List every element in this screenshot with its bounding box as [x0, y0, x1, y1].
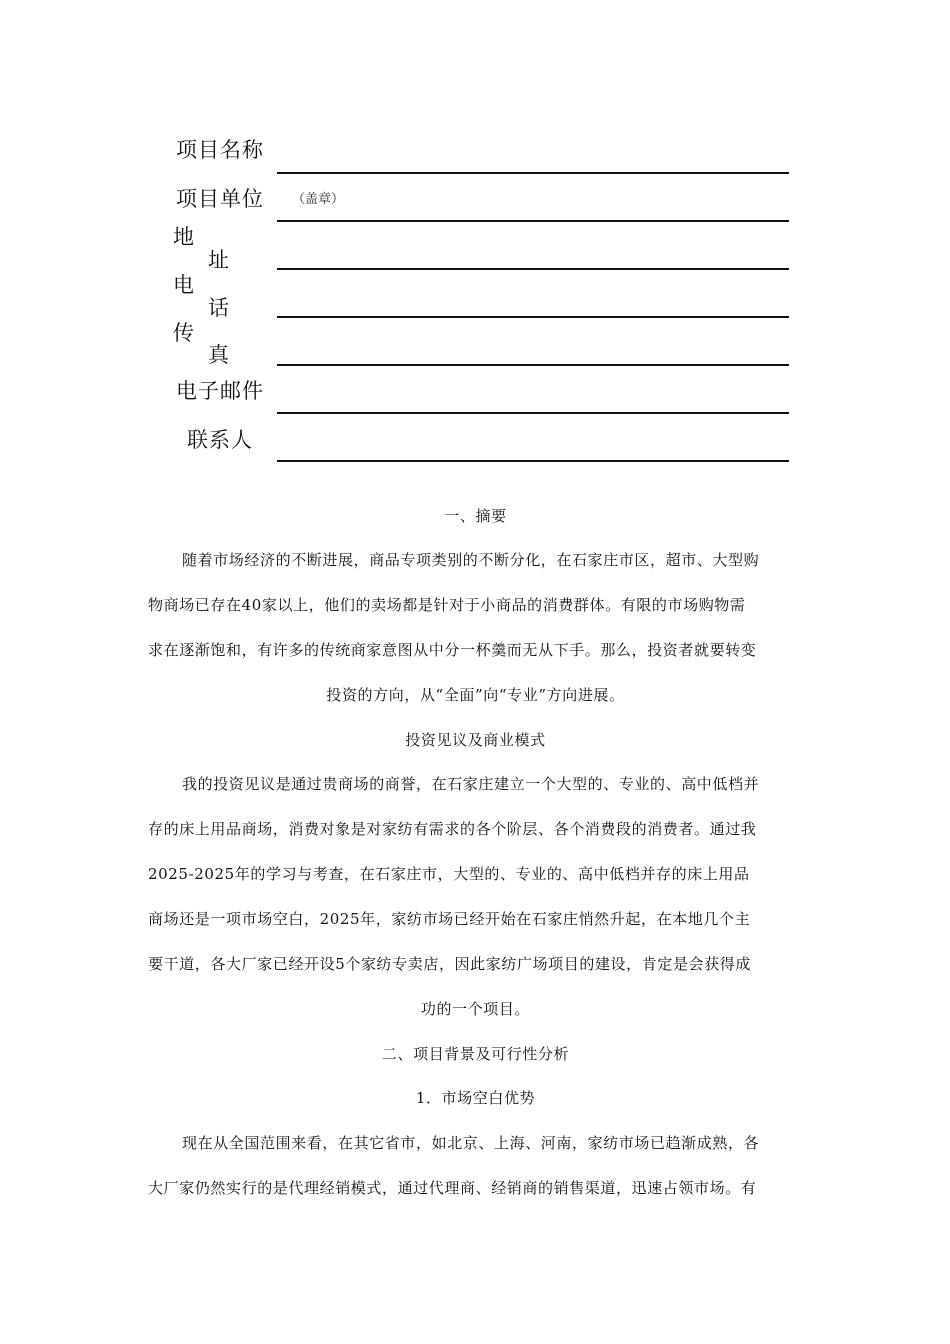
contact-label: 联系人	[187, 428, 253, 452]
paragraph-line: 求在逐渐饱和，有许多的传统商家意图从中分一杯羹而无从下手。那么，投资者就要转变	[148, 641, 757, 659]
section1-heading: 一、摘要	[444, 507, 507, 525]
phone-label-2: 话	[208, 296, 230, 320]
phone-rule[interactable]	[277, 316, 789, 318]
project-unit-rule[interactable]	[277, 220, 789, 222]
invest-heading: 投资见议及商业模式	[405, 731, 546, 749]
fax-label-1: 传	[173, 321, 195, 345]
paragraph-line: 存的床上用品商场，消费对象是对家纺有需求的各个阶层、各个消费段的消费者。通过我	[148, 820, 757, 838]
email-label: 电子邮件	[176, 379, 264, 403]
phone-label-1: 电	[173, 273, 195, 297]
project-name-label: 项目名称	[176, 138, 264, 162]
seal-note: （盖章）	[292, 192, 345, 207]
paragraph-line: 投资的方向，从“全面”向“专业”方向进展。	[326, 686, 625, 704]
email-rule[interactable]	[277, 412, 789, 414]
project-name-rule[interactable]	[277, 172, 789, 174]
paragraph-line: 功的一个项目。	[420, 1000, 531, 1018]
paragraph-line: 要干道，各大厂家已经开设5个家纺专卖店，因此家纺广场项目的建设，肯定是会获得成	[148, 955, 751, 973]
paragraph-line: 随着市场经济的不断进展，商品专项类别的不断分化，在石家庄市区，超市、大型购	[182, 551, 760, 569]
address-label-2: 址	[208, 248, 230, 272]
address-label-1: 地	[173, 225, 195, 249]
fax-rule[interactable]	[277, 364, 789, 366]
paragraph-line: 大厂家仍然实行的是代理经销模式，通过代理商、经销商的销售渠道，迅速占领市场。有	[148, 1179, 757, 1197]
fax-label-2: 真	[208, 343, 230, 367]
section2-subheading: 1．市场空白优势	[415, 1089, 536, 1107]
paragraph-line: 我的投资见议是通过贵商场的商誉，在石家庄建立一个大型的、专业的、高中低档并	[182, 775, 760, 793]
paragraph-line: 2025-2025年的学习与考查，在石家庄市，大型的、专业的、高中低档并存的床上用品	[148, 865, 750, 883]
paragraph-line: 商场还是一项市场空白，2025年，家纺市场已经开始在石家庄悄然升起，在本地几个主	[148, 910, 751, 928]
paragraph-line: 物商场已存在40家以上，他们的卖场都是针对于小商品的消费群体。有限的市场购物需	[148, 596, 746, 614]
contact-rule[interactable]	[277, 460, 789, 462]
paragraph-line: 现在从全国范围来看，在其它省市，如北京、上海、河南，家纺市场已趋渐成熟，各	[182, 1134, 760, 1152]
address-rule[interactable]	[277, 268, 789, 270]
section2-heading: 二、项目背景及可行性分析	[381, 1045, 570, 1063]
project-unit-label: 项目单位	[176, 187, 264, 211]
